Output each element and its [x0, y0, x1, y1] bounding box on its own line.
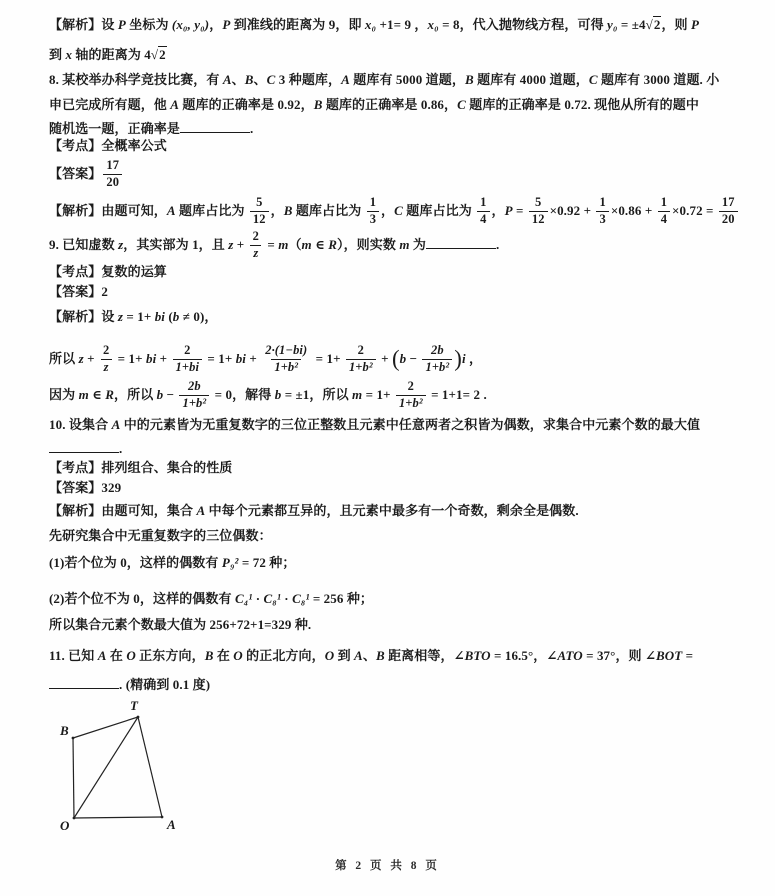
q8-stem-line-3: 随机选一题，正确率是 . [49, 118, 739, 140]
q8-solution: 【解析】由题可知，A 题库占比为 $\frac{5}{12}$ ，B 题库占比为 $\frac{1}{3}$ ，C 题库占比为 $\frac{1}{4}$ ，P = $\frac{5}{12}$ ×0.92 + $\frac{1}{3}$ ×0.86 + $\frac{1}{4}$ ×0.72 = $\frac{17}{20}$ [49, 197, 739, 227]
q9-topic: 【考点】复数的运算 [49, 264, 167, 279]
q9-solution-line-1: 【解析】设 z = 1+ bi (b ≠ 0)， [49, 309, 218, 324]
q10-solution-line-3: (1)若个位为 0，这样的偶数有 P₉² = 72 种； [49, 555, 296, 570]
q9-solution-line-2: 所以 z + $\frac{2}{z}$ = 1+ bi + $\frac{2}{1+bi}$ = 1+ bi + $\frac{2\cdot(1-bi)}{\text{1+b²}}$ = 1+ $\frac{2}{\text{1+b²}}$ + (b − $\frac{2b}{\text{1+b²}}$ )i ， [49, 343, 483, 375]
q7-solution-line-2: 到 x 轴的距离为 4√2 [49, 47, 166, 62]
figure-label-B: B [60, 723, 69, 738]
figure-label-A: A [167, 817, 176, 832]
q9-solution-line-3: 因为 m ∈ R，所以 b − $\frac{2b}{\text{1+b²}}$ = 0，解得 b = ±1，所以 m = 1+ $\frac{2}{\text{1+b²}}$ = 1+1= 2 . [49, 379, 487, 411]
q11-geometry-figure [55, 698, 195, 843]
q8-answer: 【答案】 $\frac{17}{20}$ [49, 160, 739, 190]
figure-edges [73, 717, 162, 818]
q10-stem-line-2: . [49, 438, 739, 460]
q11-stem-line-2: . (精确到 0.1 度) [49, 674, 739, 696]
q10-solution-line-1: 【解析】由题可知，集合 A 中每个元素都互异的，且元素中最多有一个奇数，剩余全是偶数. [49, 503, 579, 518]
figure-label-T: T [130, 698, 138, 713]
q8-topic: 【考点】全概率公式 [49, 138, 167, 153]
q9-answer: 【答案】2 [49, 284, 109, 299]
page-number-footer: 第 2 页 共 8 页 [335, 860, 440, 872]
q10-stem-line-1: 10. 设集合 A 中的元素皆为无重复数字的三位正整数且元素中任意两者之积皆为偶数，求集合中元素个数的最大值 [49, 417, 701, 432]
q8-stem-line-1: 8. 某校举办科学竞技比赛，有 A、B、C 3 种题库，A 题库有 5000 道题，B 题库有 4000 道题，C 题库有 3000 道题. 小 [49, 72, 720, 87]
q8-stem-line-2: 申已完成所有题，他 A 题库的正确率是 0.92，B 题库的正确率是 0.86，C 题库的正确率是 0.72. 现他从所有的题中 [49, 97, 699, 112]
q10-answer: 【答案】329 [49, 480, 122, 495]
q9-stem: 9. 已知虚数 z，其实部为 1，且 z + $\frac{2}{z}$ = m（m ∈ R），则实数 m 为 . [49, 229, 500, 261]
q10-topic: 【考点】排列组合、集合的性质 [49, 460, 233, 475]
q10-solution-line-4: (2)若个位不为 0，这样的偶数有 C₄¹ · C₈¹ · C₈¹ = 256 种； [49, 591, 374, 606]
figure-label-O: O [60, 818, 70, 833]
q7-solution-line-1: 【解析】设 P 坐标为 (x₀, y₀)，P 到准线的距离为 9，即 x₀ +1= 9 ，x₀ = 8，代入抛物线方程，可得 y₀ = ±4√2，则 P [49, 17, 700, 32]
q10-solution-line-2: 先研究集合中无重复数字的三位偶数： [49, 528, 272, 543]
q10-solution-line-5: 所以集合元素个数最大值为 256+72+1=329 种. [49, 617, 312, 632]
q11-stem-line-1: 11. 已知 A 在 O 正东方向，B 在 O 的正北方向，O 到 A、B 距离相等，∠BTO = 16.5°，∠ATO = 37°，则 ∠BOT = [49, 648, 694, 663]
